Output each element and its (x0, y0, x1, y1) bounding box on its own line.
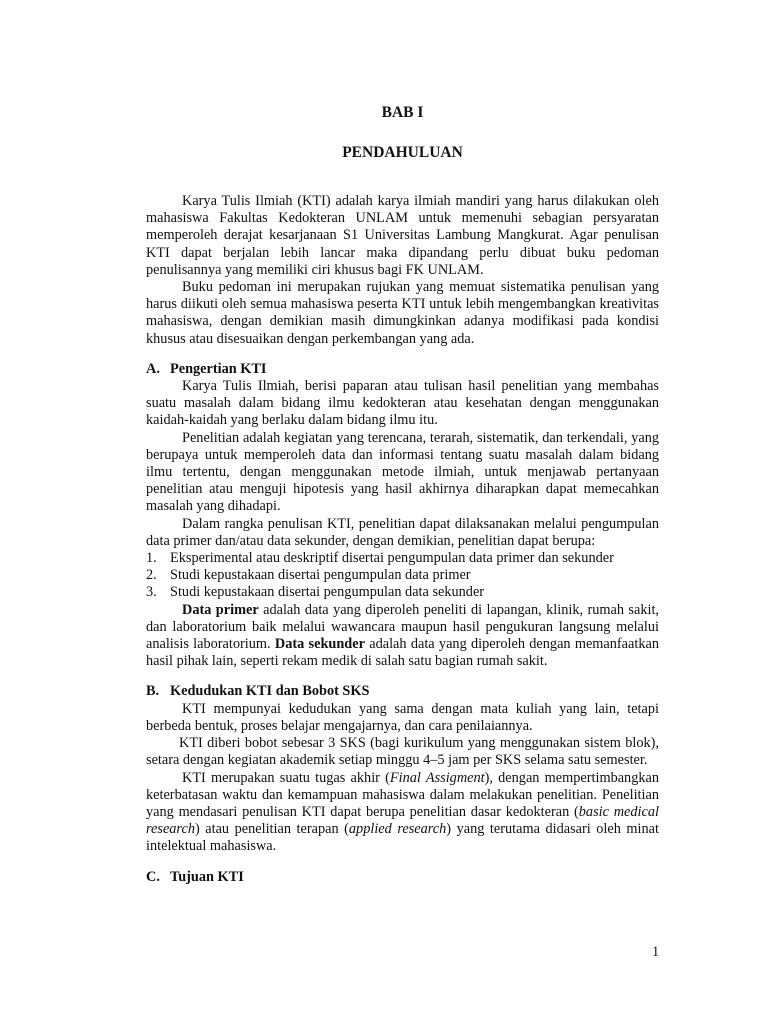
intro-paragraph-1: Karya Tulis Ilmiah (KTI) adalah karya ilmiah mandiri yang harus dilakukan oleh mahasiswa Fakultas Kedokteran UNLAM untuk memenuhi sebagian persyaratan memperoleh derajat kesarjanaan S1 Universitas Lambung Mangkurat. Agar penulisan KTI dapat berjalan lebih lancar maka dipandang perlu dibuat buku pedoman penulisannya yang memiliki ciri khusus bagi FK UNLAM. (146, 193, 659, 278)
section-c-title: Tujuan KTI (170, 868, 244, 885)
section-a-paragraph-1: Karya Tulis Ilmiah, berisi paparan atau tulisan hasil penelitian yang membahas suatu masalah dalam bidang ilmu kedokteran atau kesehatan dengan menggunakan kaidah-kaidah yang berlaku dalam bidang ilmu itu. (146, 378, 659, 429)
section-a-title: Pengertian KTI (170, 360, 267, 377)
text-run: ) yang terutama didasari oleh minat intelektual mahasiswa. (146, 821, 659, 855)
section-a-paragraph-4 (146, 602, 659, 671)
term-data-primer: Data primer (182, 601, 259, 618)
data-primer-definition: adalah data yang diperoleh peneliti di lapangan, klinik, rumah sakit, dan laboratorium baik melalui wawancara maupun hasil pengukuran langsung melalui analisis laboratorium. (146, 601, 660, 653)
list-item (146, 584, 659, 601)
section-c-letter: C. (146, 868, 160, 885)
chapter-title: PENDAHULUAN (342, 144, 463, 161)
section-b-paragraph-2: KTI diberi bobot sebesar 3 SKS (bagi kurikulum yang menggunakan sistem blok), setara dengan kegiatan akademik setiap minggu 4–5 jam per SKS selama satu semester. (146, 735, 659, 769)
list-item (146, 550, 659, 567)
section-a-heading (146, 361, 659, 378)
section-b-heading (146, 683, 659, 700)
page-number: 1 (652, 944, 660, 960)
section-a-letter: A. (146, 360, 160, 377)
term-final-assigment: Final Assigment (389, 769, 485, 786)
list-item-number: 2. (146, 567, 157, 584)
list-item (146, 567, 659, 584)
list-item-text: Eksperimental atau deskriptif disertai pengumpulan data primer dan sekunder (170, 550, 614, 567)
section-a-paragraph-3: Dalam rangka penulisan KTI, penelitian dapat dilaksanakan melalui pengumpulan data primer dan/atau data sekunder, dengan demikian, penelitian dapat berupa: (146, 515, 659, 549)
term-applied-research: applied research (348, 821, 447, 838)
data-sekunder-definition: adalah data yang diperoleh dengan memanfaatkan hasil pihak lain, seperti rekam medik di salah satu bagian rumah sakit. (146, 636, 659, 670)
section-b-letter: B. (146, 683, 160, 700)
list-item-number: 1. (146, 550, 157, 567)
term-data-sekunder: Data sekunder (274, 636, 365, 653)
list-item-text: Studi kepustakaan disertai pengumpulan data primer (170, 567, 471, 584)
section-a-paragraph-2: Penelitian adalah kegiatan yang terencana, terarah, sistematik, dan terkendali, yang berupaya untuk memperoleh data dan informasi tentang suatu masalah dalam bidang ilmu tertentu, dengan menggunakan metode ilmiah, untuk menjawab pertanyaan penelitian atau menguji hipotesis yang hasil akhirnya diharapkan dapat memecahkan masalah yang dihadapi. (146, 429, 659, 515)
intro-paragraph-2: Buku pedoman ini merupakan rujukan yang memuat sistematika penulisan yang harus diikuti oleh semua mahasiswa peserta KTI untuk lebih mengembangkan kreativitas mahasiswa, dengan demikian masih dimungkinkan adanya modifikasi pada kondisi khusus atau disesuaikan dengan perkembangan yang ada. (146, 279, 659, 347)
chapter-body (146, 193, 659, 886)
chapter-number: BAB I (381, 104, 424, 121)
term-basic-medical-research: basic medical research (146, 803, 659, 838)
text-run: ) atau penelitian terapan ( (194, 821, 349, 838)
text-run: ), dengan mempertimbangkan keterbatasan waktu dan kemampuan mahasiswa dalam melakukan penelitian. Penelitian yang mendasari penulisan KTI dapat berupa penelitian dasar kedokteran ( (146, 769, 659, 820)
section-b-title: Kedudukan KTI dan Bobot SKS (170, 683, 370, 700)
research-type-list (146, 550, 659, 602)
section-c-heading (146, 869, 659, 886)
section-b-paragraph-1: KTI mempunyai kedudukan yang sama dengan mata kuliah yang lain, tetapi berbeda bentuk, proses belajar mengajarnya, dan cara penilaiannya. (146, 700, 659, 734)
section-b-paragraph-3 (146, 770, 659, 856)
text-run: KTI merupakan suatu tugas akhir ( (182, 769, 390, 786)
list-item-number: 3. (146, 584, 157, 601)
list-item-text: Studi kepustakaan disertai pengumpulan data sekunder (170, 584, 485, 601)
